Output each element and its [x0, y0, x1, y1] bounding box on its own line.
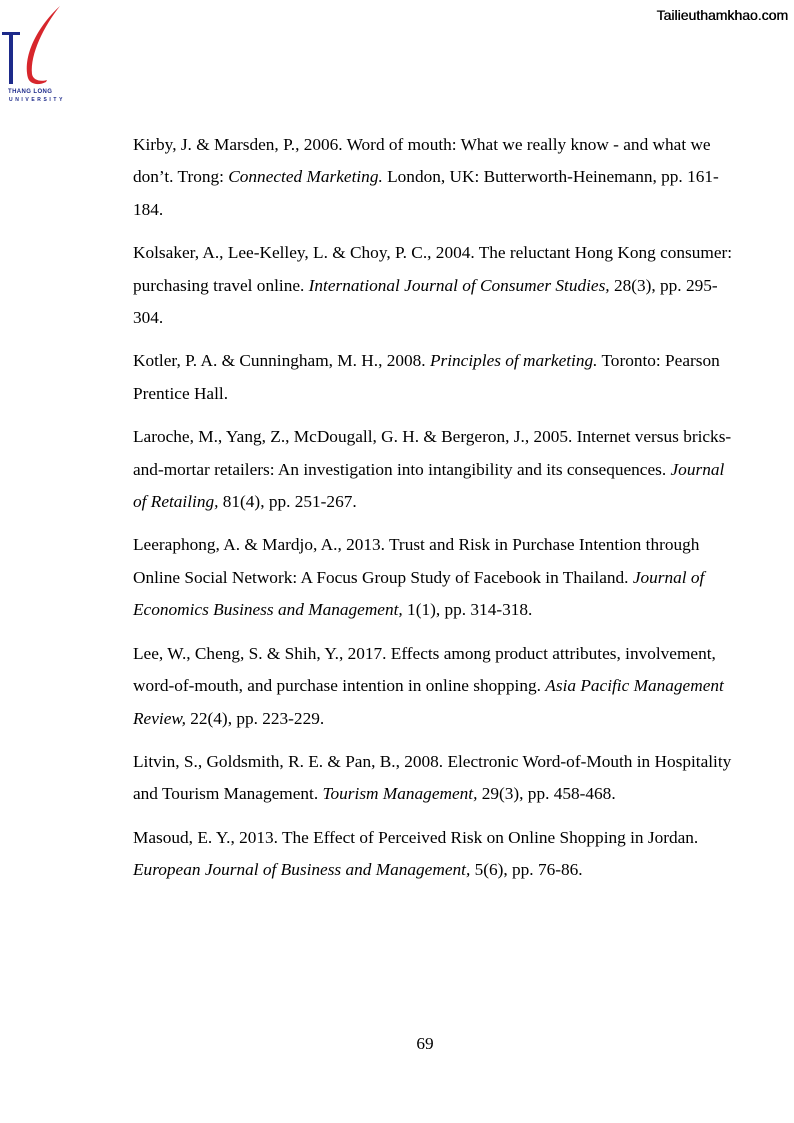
reference-entry: Kirby, J. & Marsden, P., 2006. Word of mouth: What we really know - and what we don’t. Trong: Connected Marketing. London, UK: Butterworth-Heinemann, pp. 161-184. — [133, 135, 719, 219]
reference-entry: Lee, W., Cheng, S. & Shih, Y., 2017. Effects among product attributes, involvement, word-of-mouth, and purchase intention in online shopping. Asia Pacific Management Review, 22(4), pp. 223-229. — [133, 643, 724, 728]
reference-entry: Kotler, P. A. & Cunningham, M. H., 2008. Principles of marketing. Toronto: Pearson Prentice Hall. — [133, 351, 720, 403]
reference-entry: Leeraphong, A. & Mardjo, A., 2013. Trust and Risk in Purchase Intention through Online Social Network: A Focus Group Study of Facebook in Thailand. Journal of Economics Business and Management, 1(1), pp. 314-318. — [133, 535, 705, 620]
logo-text-line2: UNIVERSITY — [9, 97, 66, 103]
university-logo — [0, 4, 72, 106]
reference-entry: Laroche, M., Yang, Z., McDougall, G. H. & Bergeron, J., 2005. Internet versus bricks-and-mortar retailers: An investigation into intangibility and its consequences. Journal of Retailing, 81(4), pp. 251-267. — [133, 427, 732, 512]
watermark-text: Tailieuthamkhao.com — [656, 7, 788, 23]
reference-entry: Masoud, E. Y., 2013. The Effect of Perceived Risk on Online Shopping in Jordan. European Journal of Business and Management, 5(6), pp. 76-86. — [133, 827, 699, 880]
reference-list — [133, 129, 733, 898]
reference-entry: Kolsaker, A., Lee-Kelley, L. & Choy, P. C., 2004. The reluctant Hong Kong consumer: purchasing travel online. International Journal of Consumer Studies, 28(3), pp. 295-304. — [133, 243, 733, 328]
logo-text-line1: THANG LONG — [8, 89, 53, 95]
reference-entry: Litvin, S., Goldsmith, R. E. & Pan, B., 2008. Electronic Word-of-Mouth in Hospitality and Tourism Management. Tourism Management, 29(3), pp. 458-468. — [133, 751, 732, 804]
page-number: 69 — [416, 1034, 434, 1053]
logo-mark-icon — [0, 4, 72, 88]
